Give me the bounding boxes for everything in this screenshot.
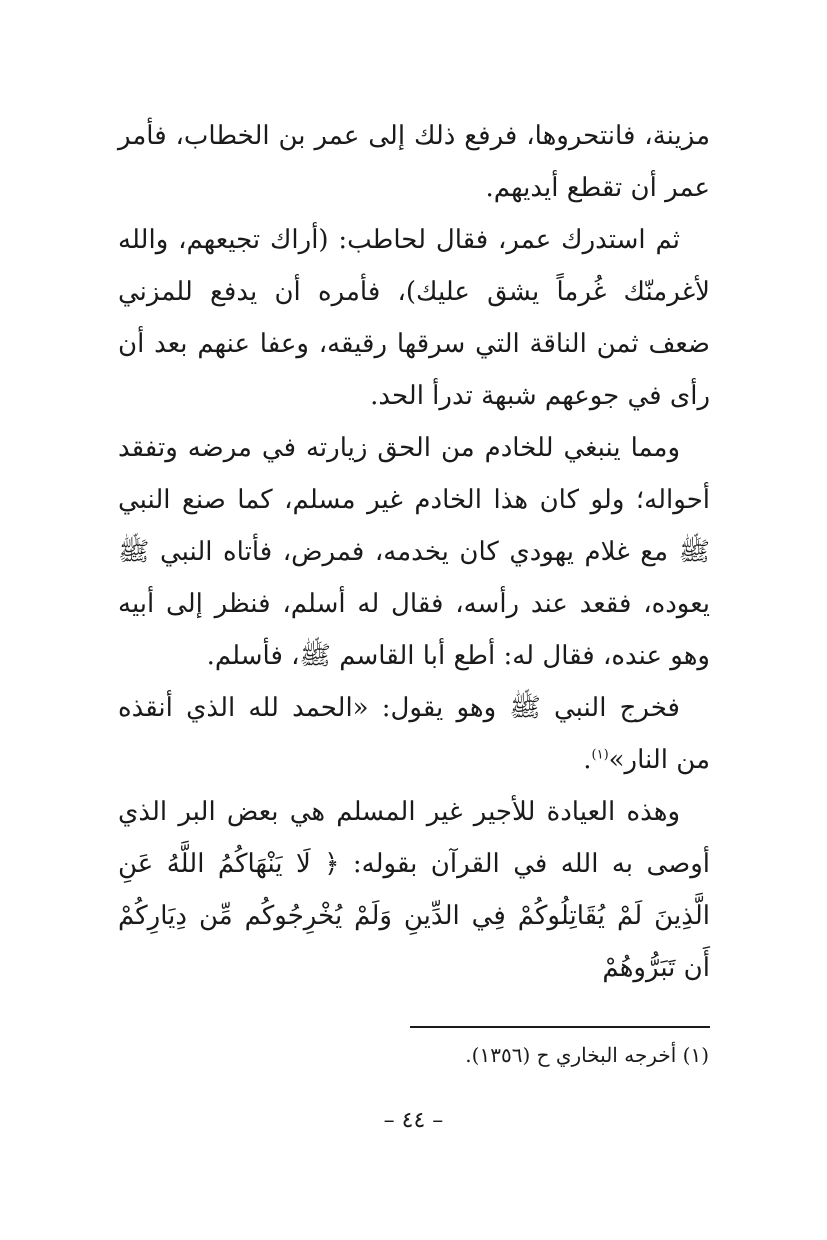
footnote: (١) أخرجه البخاري ح (١٣٥٦).: [465, 1043, 709, 1067]
paragraph-4-end: .: [583, 745, 592, 775]
paragraph-4: [118, 682, 710, 786]
paragraph-5: وهذه العيادة للأجير غير المسلم هي بعض البر الذي أوصى به الله في القرآن بقوله: ﴿ لَا يَنْهَاكُمُ اللَّهُ عَنِ الَّذِينَ لَمْ يُقَاتِلُوكُمْ فِي الدِّينِ وَلَمْ يُخْرِجُوكُم مِّن دِيَارِكُمْ أَن تَبَرُّوهُمْ: [118, 797, 710, 983]
paragraph-4-text: فخرج النبي ﷺ وهو يقول: «الحمد لله الذي أنقذه من النار»: [118, 693, 710, 775]
footnote-reference: (١): [591, 747, 609, 763]
page-number: – ٤٤ –: [383, 1108, 444, 1133]
paragraph-1: مزينة، فانتحروها، فرفع ذلك إلى عمر بن الخطاب، فأمر عمر أن تقطع أيديهم.: [118, 121, 710, 203]
paragraph-2: ثم استدرك عمر، فقال لحاطب: (أراك تجيعهم، والله لأغرمنّك غُرماً يشق عليك)، فأمره أن يدفع للمزني ضعف ثمن الناقة التي سرقها رقيقه، وعفا عنهم بعد أن رأى في جوعهم شبهة تدرأ الحد.: [118, 225, 710, 411]
paragraph-3: ومما ينبغي للخادم من الحق زيارته في مرضه وتفقد أحواله؛ ولو كان هذا الخادم غير مسلم، كما صنع النبي ﷺ مع غلام يهودي كان يخدمه، فمرض، فأتاه النبي ﷺ يعوده، فقعد عند رأسه، فقال له أسلم، فنظر إلى أبيه وهو عنده، فقال له: أطع أبا القاسم ﷺ، فأسلم.: [118, 433, 710, 671]
footnote-divider: [410, 1026, 710, 1028]
page-body: [118, 110, 710, 994]
